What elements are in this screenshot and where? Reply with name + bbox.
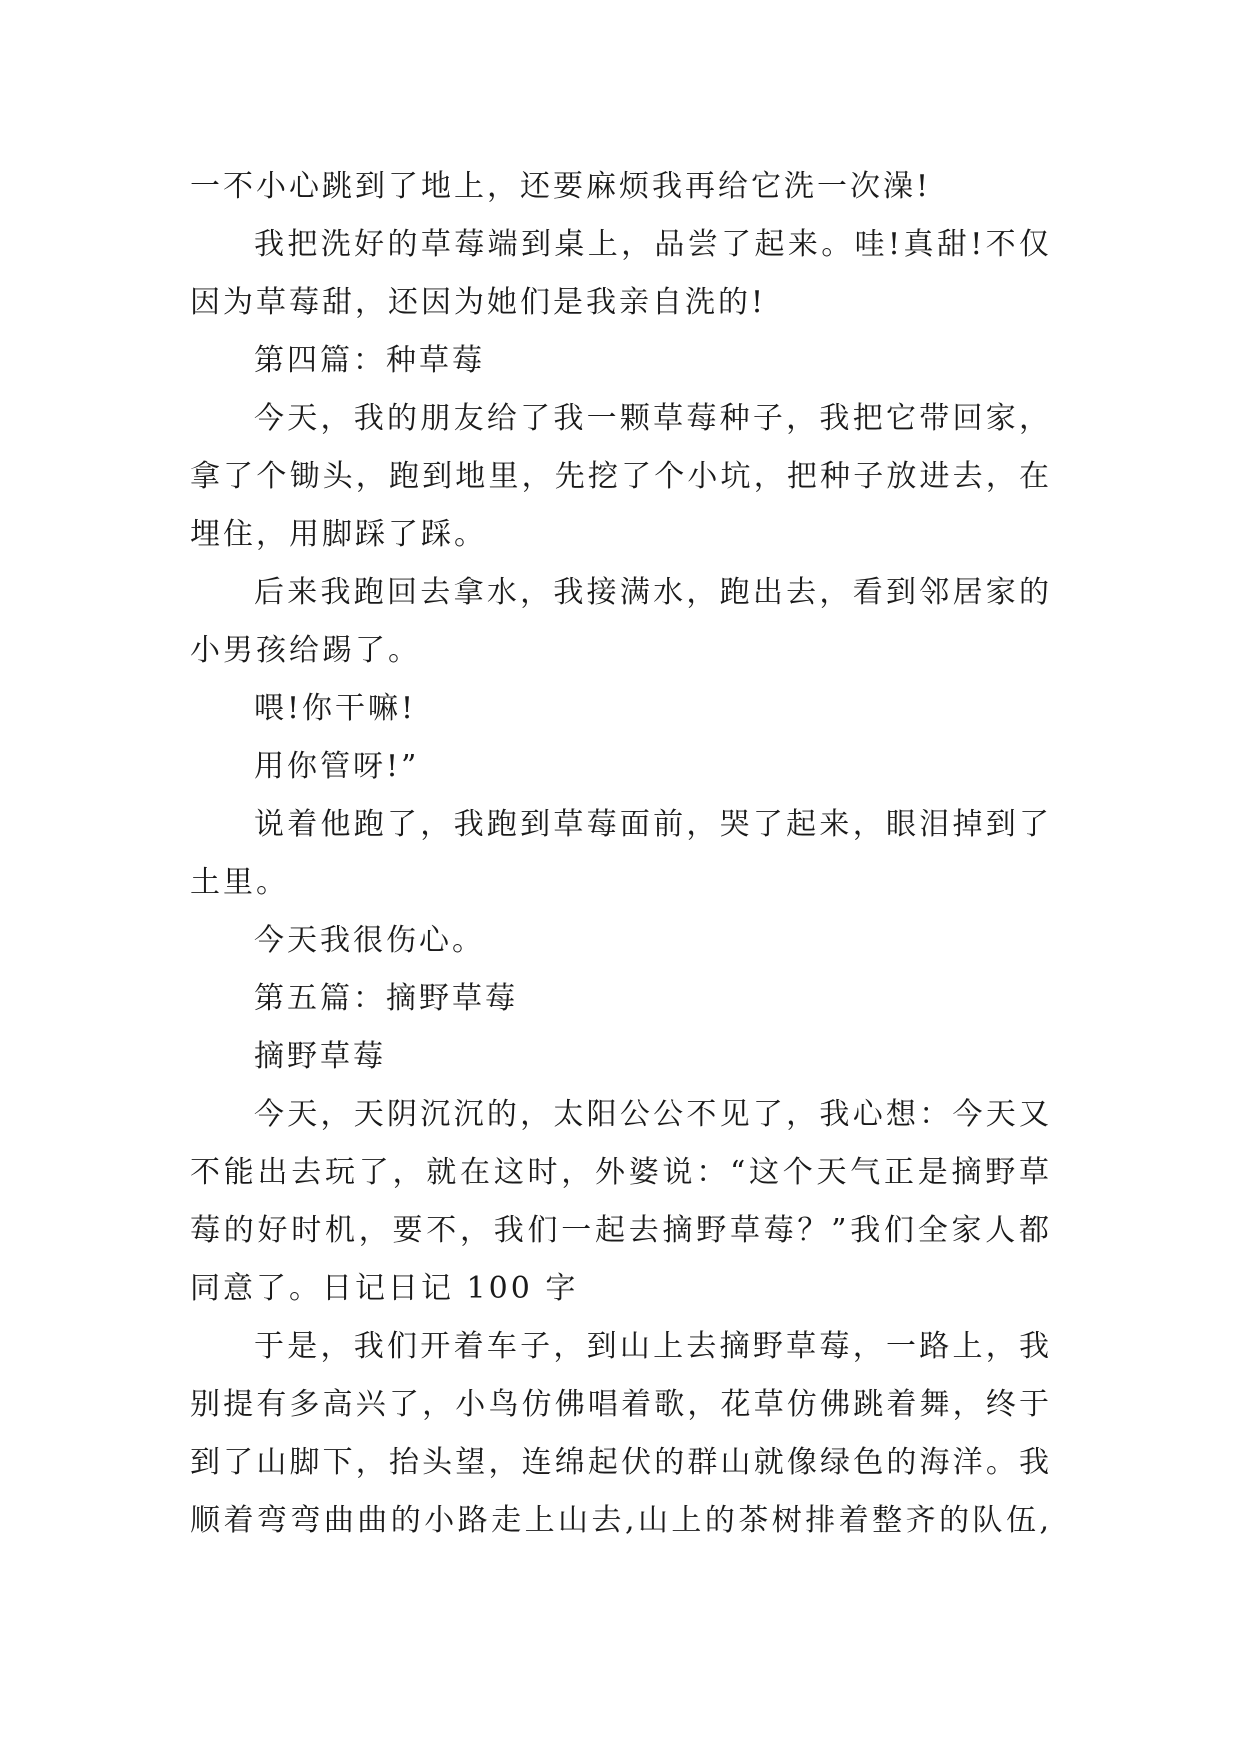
text-line: 第五篇：摘野草莓: [254, 981, 518, 1016]
text-line: 顺着弯弯曲曲的小路走上山去,山上的茶树排着整齐的队伍,: [190, 1503, 1052, 1538]
text-line: 摘野草莓: [254, 1039, 386, 1074]
text-line: 因为草莓甜，还因为她们是我亲自洗的!: [190, 285, 767, 320]
text-line: 今天，我的朋友给了我一颗草莓种子，我把它带回家，: [254, 401, 1052, 436]
text-line: 别提有多高兴了，小鸟仿佛唱着歌，花草仿佛跳着舞，终于: [190, 1387, 1052, 1422]
document-body: [190, 158, 1052, 1550]
text-line: 到了山脚下，抬头望，连绵起伏的群山就像绿色的海洋。我: [190, 1445, 1052, 1480]
text-line: 今天我很伤心。: [254, 923, 485, 958]
text-line: 于是，我们开着车子，到山上去摘野草莓，一路上，我: [254, 1329, 1052, 1364]
text-line: 今天，天阴沉沉的，太阳公公不见了，我心想：今天又: [254, 1097, 1052, 1132]
text-line: 拿了个锄头，跑到地里，先挖了个小坑，把种子放进去，在: [190, 459, 1052, 494]
text-line: 一不小心跳到了地上，还要麻烦我再给它洗一次澡!: [190, 169, 932, 204]
text-line: 第四篇：种草莓: [254, 343, 485, 378]
text-line: 同意了。日记日记 100 字: [190, 1271, 579, 1306]
text-line: 莓的好时机，要不，我们一起去摘野草莓？”我们全家人都: [190, 1213, 1052, 1248]
text-line: 不能出去玩了，就在这时，外婆说：“这个天气正是摘野草: [190, 1155, 1052, 1190]
text-line: 土里。: [190, 865, 289, 900]
text-line: 埋住，用脚踩了踩。: [190, 517, 487, 552]
text-line: 后来我跑回去拿水，我接满水，跑出去，看到邻居家的: [254, 575, 1052, 610]
text-line: 说着他跑了，我跑到草莓面前，哭了起来，眼泪掉到了: [254, 807, 1052, 842]
text-line: 喂!你干嘛!: [254, 691, 417, 726]
text-line: 我把洗好的草莓端到桌上，品尝了起来。哇!真甜!不仅: [254, 227, 1052, 262]
text-line: 用你管呀!”: [254, 749, 420, 784]
text-line: 小男孩给踢了。: [190, 633, 421, 668]
